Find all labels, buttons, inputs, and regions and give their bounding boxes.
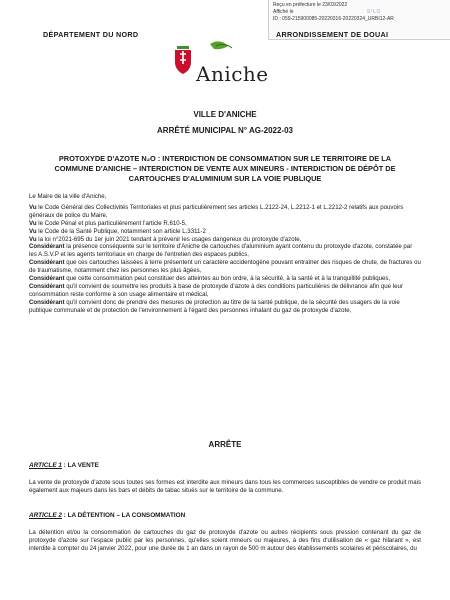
article-1-text: La vente de protoxyde d'azote sous toutes ses formes est interdite aux mineurs dans tous les commerces susceptibles de vendre ce produit mais également aux majeurs dans les bars et débits de tabac situés sur le territoire de la commune. bbox=[29, 479, 421, 494]
leaf-swoosh-icon bbox=[210, 41, 232, 49]
considerant-paragraph: Considérant qu'il convient de soumettre les produits à base de protoxyde d'azote à des conditions particulières de délivrance afin que leur consommation reste conforme à son usage alimentaire et médical, bbox=[29, 282, 403, 298]
vu-paragraph: Vu le Code de la Santé Publique, notamment son article L.3311-2 bbox=[29, 227, 206, 235]
department-header: DÉPARTEMENT DU NORD bbox=[43, 30, 139, 39]
considerant-paragraph: Considérant la présence conséquente sur le territoire d'Aniche de cartouches d'aluminium ayant contenu du protoxyde d'azote, constatée par les A.S.V.P et les agents territoriaux en charge de l'entretien des espaces publics, bbox=[29, 243, 413, 259]
decree-subject: PROTOXYDE D'AZOTE N₂O : INTERDICTION DE CONSOMMATION SUR LE TERRITOIRE DE LA COMMUNE D'ANICHE – INTERDICTION DE VENTE AUX MINEURS - INTERDICTION DE DÉPÔT DE CARTOUCHES D'ALUMINIUM SUR LA VOIE PUBLIQUE bbox=[54, 154, 396, 184]
stamp-received-line: Reçu en préfecture le 23/03/2022 bbox=[273, 2, 348, 8]
mayor-line: Le Maire de la ville d'Aniche, bbox=[29, 193, 107, 200]
arrete-heading: ARRÊTE bbox=[208, 440, 242, 449]
article-2-text: La détention et/ou la consommation de cartouches du gaz de protoxyde d'azote ou autres récipients sous pression contenant du gaz de protoxyde d'azote sur l'espace public par les personnes, qu'elles soient mineurs ou majeures, à des fins d'utilisation de « gaz hilarant », est interdite à compter du 24 janvier 2022, pour une durée de 1 an dans un rayon de 500 m autour des établissements scolaires et périscolaires, du bbox=[29, 529, 421, 552]
vu-paragraph: Vu la loi n°2021-695 du 1er juin 2021 tendant à prévenir les usages dangereux du protoxyde d'azote, bbox=[29, 235, 302, 243]
stamp-id-line: ID : 059-215900085-20220316-20220324_URBI12-AR bbox=[273, 16, 394, 22]
logo-wordmark: Aniche bbox=[196, 62, 269, 86]
vu-paragraph: Vu le Code Général des Collectivités Territoriales et plus particulièrement ses articles L.2122-24, L.2212-1 et L.2212-2 relatifs aux pouvoirs généraux de police du Maire, bbox=[29, 203, 404, 219]
considerant-paragraph: Considérant que cette consommation peut constituer des atteintes au bon ordre, à la sécurité, à la santé et à la tranquillité publiques, bbox=[29, 275, 391, 283]
considerant-paragraph: Considérant que ces cartouches laissées à terre présentent un caractère accidentogène pouvant entraîner des risques de chute, de fractures ou de traumatisme, notamment chez les personnes les plus âgées, bbox=[29, 259, 421, 275]
vu-paragraph: Vu le Code Pénal et plus particulièrement l'article R.610-5, bbox=[29, 219, 187, 227]
decree-number: ARRÊTÉ MUNICIPAL N° AG-2022-03 bbox=[157, 126, 293, 135]
arrondissement-header: ARRONDISSEMENT DE DOUAI bbox=[276, 30, 389, 39]
stamp-s2lo-mark: S²LO bbox=[366, 9, 381, 15]
coat-of-arms-icon bbox=[175, 46, 191, 74]
stamp-posted-line bbox=[273, 9, 446, 16]
stamp-posted-label: Affiché le bbox=[273, 9, 294, 15]
article-1-heading: ARTICLE 1 : LA VENTE bbox=[29, 462, 99, 469]
considerant-paragraph: Considérant qu'il convient donc de prendre des mesures de protection au titre de la santé publique, de la sécurité des usagers de la voie publique communale et de protection de l'environnement à l'égard des personnes inhalant du gaz de protoxyde d'azote, bbox=[29, 298, 400, 314]
article-2-heading: ARTICLE 2 : LA DÉTENTION – LA CONSOMMATION bbox=[29, 512, 186, 519]
city-title: VILLE D'ANICHE bbox=[193, 110, 257, 119]
preamble bbox=[29, 193, 421, 315]
